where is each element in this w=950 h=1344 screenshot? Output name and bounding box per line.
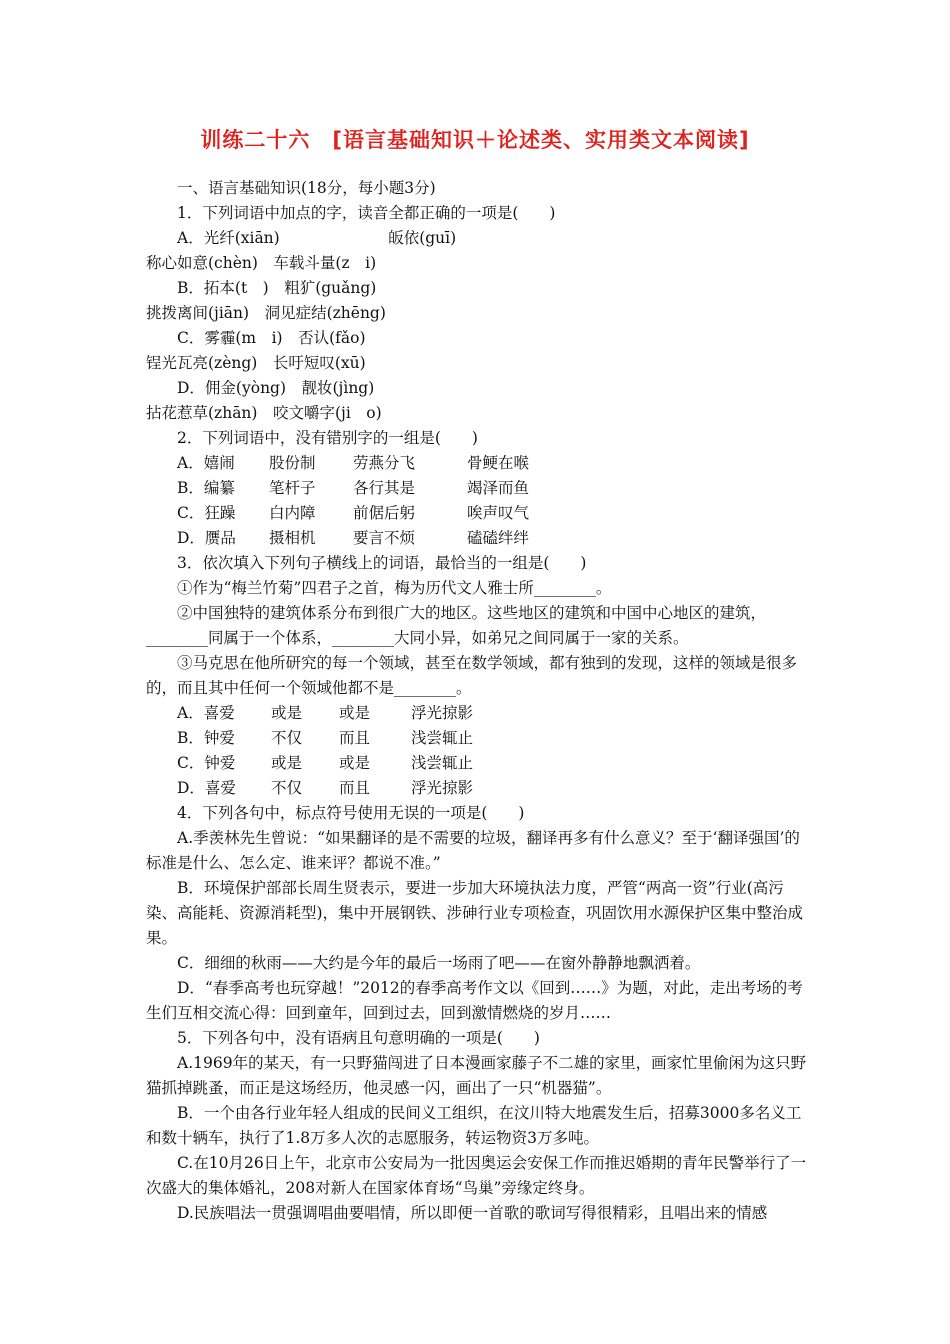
option-cell: 前倨后躬 [353, 504, 416, 522]
option-cell: 浅尝辄止 [411, 754, 474, 772]
option-cell: 不仅 [271, 779, 303, 797]
option-cell: D．赝品 [177, 529, 236, 547]
option-cell: 或是 [339, 704, 371, 722]
q2-stem: 2．下列词语中，没有错别字的一组是( ) [177, 429, 478, 447]
q4-option-b: B．环境保护部部长周生贤表示，要进一步加大环境执法力度，严管“两高一资”行业(高污染、高能耗、资源消耗型)，集中开展钢铁、涉砷行业专项检查，巩固饮用水源保护区集中整治成果。 [146, 879, 804, 947]
option-cell: D．喜爱 [177, 779, 236, 797]
q1-option-line: D．佣金(yòng) 靓妆(jìng) [177, 379, 375, 397]
q2-option-row [146, 476, 808, 501]
q4-option-a: A.季羡林先生曾说：“如果翻译的是不需要的垃圾，翻译再多有什么意义？至于‘翻译强国’的标准是什么、怎么定、谁来评？都说不准。” [146, 829, 800, 872]
q1-option-line: 锃光瓦亮(zèng) 长吁短叹(xū) [146, 354, 366, 372]
q2-options [146, 451, 808, 551]
q5-option-d: D.民族唱法一贯强调唱曲要唱情，所以即便一首歌的歌词写得很精彩，且唱出来的情感 [177, 1204, 768, 1222]
option-cell: 各行其是 [353, 479, 416, 497]
q1-option-line: 称心如意(chèn) 车载斗量(z i) [146, 254, 377, 272]
option-cell: 或是 [271, 704, 303, 722]
option-cell: 白内障 [269, 504, 316, 522]
option-cell: A．喜爱 [177, 704, 235, 722]
q2-option-row [146, 451, 808, 476]
option-cell: 劳燕分飞 [353, 454, 416, 472]
q4-option-d: D．“春季高考也玩穿越！”2012的春季高考作文以《回到……》为题，对此，走出考场的考生们互相交流心得：回到童年，回到过去，回到激情燃烧的岁月…… [146, 979, 803, 1022]
q2-option-row [146, 526, 808, 551]
option-cell: 而且 [339, 729, 371, 747]
option-cell: 竭泽而鱼 [467, 479, 530, 497]
option-cell: 浮光掠影 [411, 704, 474, 722]
option-cell: B．编纂 [177, 479, 235, 497]
option-cell: 唉声叹气 [467, 504, 530, 522]
option-cell: 不仅 [271, 729, 303, 747]
option-cell: 浮光掠影 [411, 779, 474, 797]
section-heading: 一、语言基础知识(18分，每小题3分) [177, 179, 436, 197]
q1-stem: 1．下列词语中加点的字，读音全都正确的一项是( ) [177, 204, 556, 222]
q1-option-line: C．雾霾(m i) 否认(fǎo) [177, 329, 366, 347]
option-cell: 或是 [339, 754, 371, 772]
page-title: 训练二十六 [语言基础知识＋论述类、实用类文本阅读] [200, 128, 750, 152]
option-cell: 或是 [271, 754, 303, 772]
option-cell: 摄相机 [269, 529, 316, 547]
option-cell: C．钟爱 [177, 754, 236, 772]
option-cell: B．钟爱 [177, 729, 235, 747]
option-cell: C．狂躁 [177, 504, 236, 522]
q3-stem: 3．依次填入下列句子横线上的词语，最恰当的一组是( ) [177, 554, 587, 572]
q4-stem: 4．下列各句中，标点符号使用无误的一项是( ) [177, 804, 525, 822]
q1-option-line: B．拓本(t ) 粗犷(guǎng) [177, 279, 377, 297]
q1-options [146, 226, 808, 426]
q3-sentence-2: ②中国独特的建筑体系分布到很广大的地区。这些地区的建筑和中国中心地区的建筑，________同属于一个体系，________大同小异，如弟兄之间同属于一家的关系。 [146, 604, 767, 647]
q3-option-row [146, 701, 808, 726]
q3-sentence-1: ①作为“梅兰竹菊”四君子之首，梅为历代文人雅士所________。 [177, 579, 612, 597]
q5-stem: 5．下列各句中，没有语病且句意明确的一项是( ) [177, 1029, 540, 1047]
q5-option-a: A.1969年的某天，有一只野猫闯进了日本漫画家藤子不二雄的家里，画家忙里偷闲为这只野猫抓掉跳蚤，而正是这场经历，他灵感一闪，画出了一只“机器猫”。 [146, 1054, 807, 1097]
option-cell: A．嬉闹 [177, 454, 235, 472]
q3-options [146, 701, 808, 801]
q3-option-row [146, 726, 808, 751]
q1-option-line: 拈花惹草(zhān) 咬文嚼字(ji o) [146, 404, 382, 422]
q5-option-b: B．一个由各行业年轻人组成的民间义工组织，在汶川特大地震发生后，招募3000多名义工和数十辆车，执行了1.8万多人次的志愿服务，转运物资3万多吨。 [146, 1104, 802, 1147]
q3-option-row [146, 751, 808, 776]
option-cell: 股份制 [269, 454, 316, 472]
option-cell: 要言不烦 [353, 529, 416, 547]
q2-option-row [146, 501, 808, 526]
q3-sentence-3: ③马克思在他所研究的每一个领域，甚至在数学领域，都有独到的发现，这样的领域是很多的，而且其中任何一个领域他都不是________。 [146, 654, 798, 697]
option-cell: 浅尝辄止 [411, 729, 474, 747]
q1-option-line: A．光纤(xiān) 皈依(guī) [177, 229, 457, 247]
option-cell: 笔杆子 [269, 479, 316, 497]
document-body [146, 176, 808, 1226]
option-cell: 而且 [339, 779, 371, 797]
q5-option-c: C.在10月26日上午，北京市公安局为一批因奥运会安保工作而推迟婚期的青年民警举行了一次盛大的集体婚礼，208对新人在国家体育场“鸟巢”旁缘定终身。 [146, 1154, 807, 1197]
q3-option-row [146, 776, 808, 801]
option-cell: 骨鲠在喉 [467, 454, 530, 472]
option-cell: 磕磕绊绊 [467, 529, 530, 547]
q4-option-c: C．细细的秋雨——大约是今年的最后一场雨了吧——在窗外静静地飘洒着。 [177, 954, 701, 972]
q1-option-line: 挑拨离间(jiān) 洞见症结(zhēng) [146, 304, 386, 322]
